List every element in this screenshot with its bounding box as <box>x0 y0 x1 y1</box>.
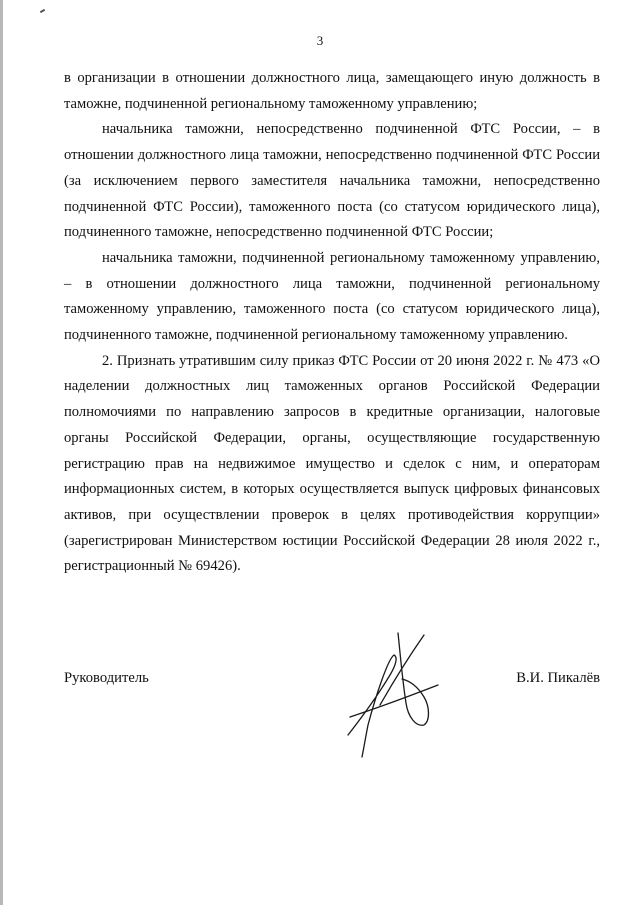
paragraph-direct-customs-head: начальника таможни, непосредственно подчиненной ФТС России, – в отношении должностного лица таможни, непосредственно подчиненной ФТС России (за исключением первого заместителя начальника таможни, непосредственно подчиненной ФТС России), таможенного поста (со статусом юридического лица), подчиненного таможне, непосредственно подчиненной ФТС России; <box>64 121 600 241</box>
signatory-title: Руководитель <box>64 670 149 686</box>
scan-edge-shadow <box>0 0 3 905</box>
paragraph-regional-customs-head: начальника таможни, подчиненной региональному таможенному управлению, – в отношении должностного лица таможни, подчиненной региональному таможенному управлению, таможенного поста (со статусом юридического лица), подчиненного таможне, подчиненной региональному таможенному управлению. <box>64 249 600 344</box>
document-body <box>64 66 600 580</box>
scan-speck <box>40 9 45 13</box>
handwritten-signature <box>340 625 460 760</box>
paragraph-repeal-order: 2. Признать утратившим силу приказ ФТС России от 20 июня 2022 г. № 473 «О наделении должностных лиц таможенных органов Российской Федерации полномочиями по направлению запросов в кредитные организации, налоговые органы Российской Федерации, органы, осуществляющие государственную регистрацию прав на недвижимое имущество и сделок с ним, и операторам информационных систем, в которых осуществляется выпуск цифровых финансовых активов, при осуществлении проверок в целях противодействия коррупции» (зарегистрирован Министерством юстиции Российской Федерации 28 июля 2022 г., регистрационный № 69426). <box>64 352 600 575</box>
signatory-name: В.И. Пикалёв <box>516 670 600 686</box>
page-number: 3 <box>316 33 324 48</box>
paragraph-continuation: в организации в отношении должностного лица, замещающего иную должность в таможне, подчиненной региональному таможенному управлению; <box>64 70 600 112</box>
